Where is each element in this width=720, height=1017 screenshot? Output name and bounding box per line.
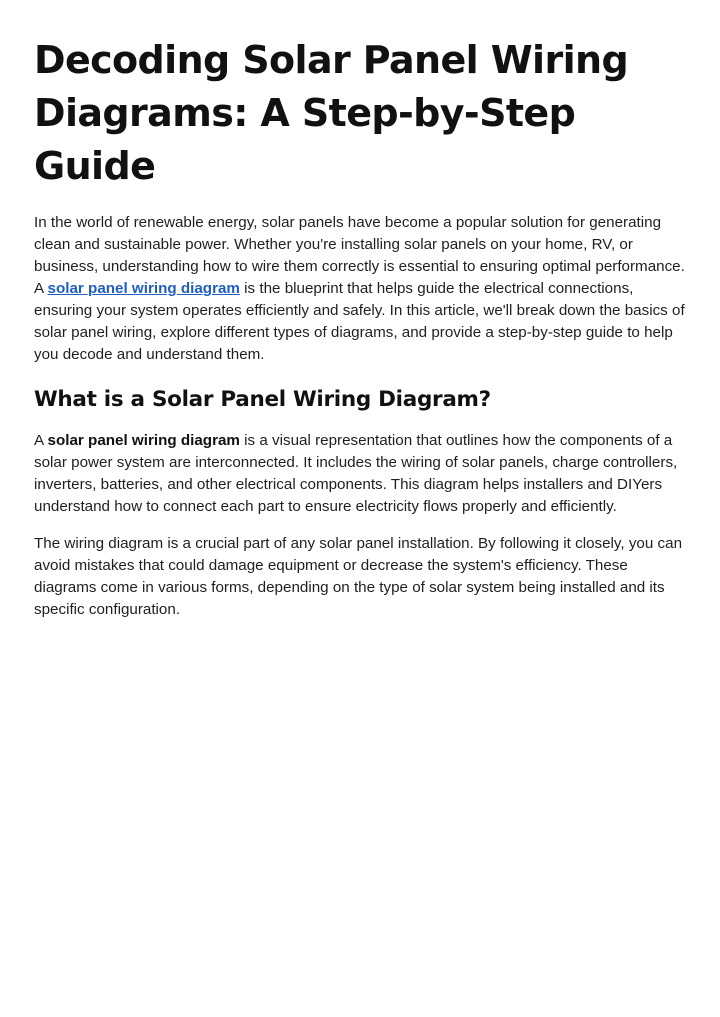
intro-text-before-link: In the world of renewable energy, solar panels have become a popular solution for generating clean and sustainable power. Whether you're installing solar panels on your home, RV, or business, understanding how to wire them correctly is essential to ensuring optimal performance. A <box>34 214 685 297</box>
definition-text-before-bold: A <box>34 432 48 449</box>
article <box>34 34 688 621</box>
solar-panel-wiring-diagram-link[interactable]: solar panel wiring diagram <box>47 280 240 297</box>
intro-paragraph <box>34 212 688 366</box>
definition-bold-term: solar panel wiring diagram <box>47 432 240 449</box>
definition-paragraph <box>34 430 688 518</box>
article-title: Decoding Solar Panel Wiring Diagrams: A Step-by-Step Guide <box>34 38 629 188</box>
section-heading: What is a Solar Panel Wiring Diagram? <box>34 387 491 412</box>
definition-text-after-bold: is a visual representation that outlines how the components of a solar power system are interconnected. It includes the wiring of solar panels, charge controllers, inverters, batteries, and other electrical components. This diagram helps installers and DIYers understand how to connect each part to ensure electricity flows properly and efficiently. <box>34 432 678 515</box>
importance-paragraph: The wiring diagram is a crucial part of any solar panel installation. By following it closely, you can avoid mistakes that could damage equipment or decrease the system's efficiency. These diagrams come in various forms, depending on the type of solar system being installed and its specific configuration. <box>34 535 683 618</box>
intro-text-after-link: is the blueprint that helps guide the electrical connections, ensuring your system operates efficiently and safely. In this article, we'll break down the basics of solar panel wiring, explore different types of diagrams, and provide a step-by-step guide to help you decode and understand them. <box>34 280 685 363</box>
